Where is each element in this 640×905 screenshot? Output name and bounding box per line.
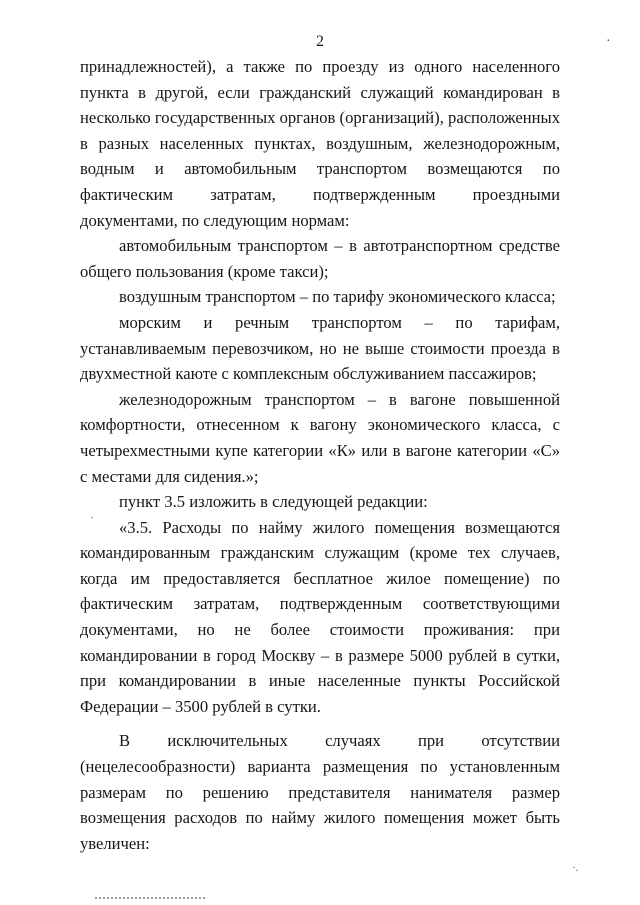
scan-speck: · <box>90 510 94 524</box>
page-number: 2 <box>316 33 324 50</box>
paragraph-rail-transport: железнодорожным транспортом – в вагоне повышенной комфортности, отнесенном к вагону экономического класса, с четырехместными купе категории «К» или в вагоне категории «С» с местами для сидения.»; <box>80 389 560 486</box>
document-body <box>80 54 560 856</box>
paragraph-clause-3-5: «3.5. Расходы по найму жилого помещения возмещаются командированным гражданским служащим (кроме тех случаев, когда им предоставляется бесплатное жилое помещение) по фактическим затратам, подтвержденным соответствующими документами, но не более стоимости проживания: при командировании в город Москву – в размере 5000 рублей в сутки, при командировании в иные населенные пункты Российской Федерации – 3500 рублей в сутки. <box>80 517 560 716</box>
scan-speck: · <box>606 34 611 49</box>
paragraph-auto-transport: автомобильным транспортом – в автотранспортном средстве общего пользования (кроме такси); <box>80 236 560 281</box>
scan-speck: ·. <box>572 862 579 874</box>
scan-artifact-line <box>95 897 205 899</box>
paragraph-air-transport: воздушным транспортом – по тарифу экономического класса; <box>119 287 556 307</box>
paragraph-exceptional-cases: В исключительных случаях при отсутствии (нецелесообразности) варианта размещения по установленным размерам по решению представителя нанимателя размер возмещения расходов по найму жилого помещения может быть увеличен: <box>80 731 560 853</box>
paragraph-travel-expenses: принадлежностей), а также по проезду из одного населенного пункта в другой, если гражданский служащий командирован в несколько государственных органов (организаций), расположенных в разных населенных пунктах, воздушным, железнодорожным, водным и автомобильным транспортом возмещаются по фактическим затратам, подтвержденным проездными документами, по следующим нормам: <box>80 57 560 230</box>
paragraph-clause-3-5-intro: пункт 3.5 изложить в следующей редакции: <box>119 492 428 512</box>
paragraph-sea-river-transport: морским и речным транспортом – по тарифам, устанавливаемым перевозчиком, но не выше стоимости проезда в двухместной каюте с комплексным обслуживанием пассажиров; <box>80 312 560 384</box>
